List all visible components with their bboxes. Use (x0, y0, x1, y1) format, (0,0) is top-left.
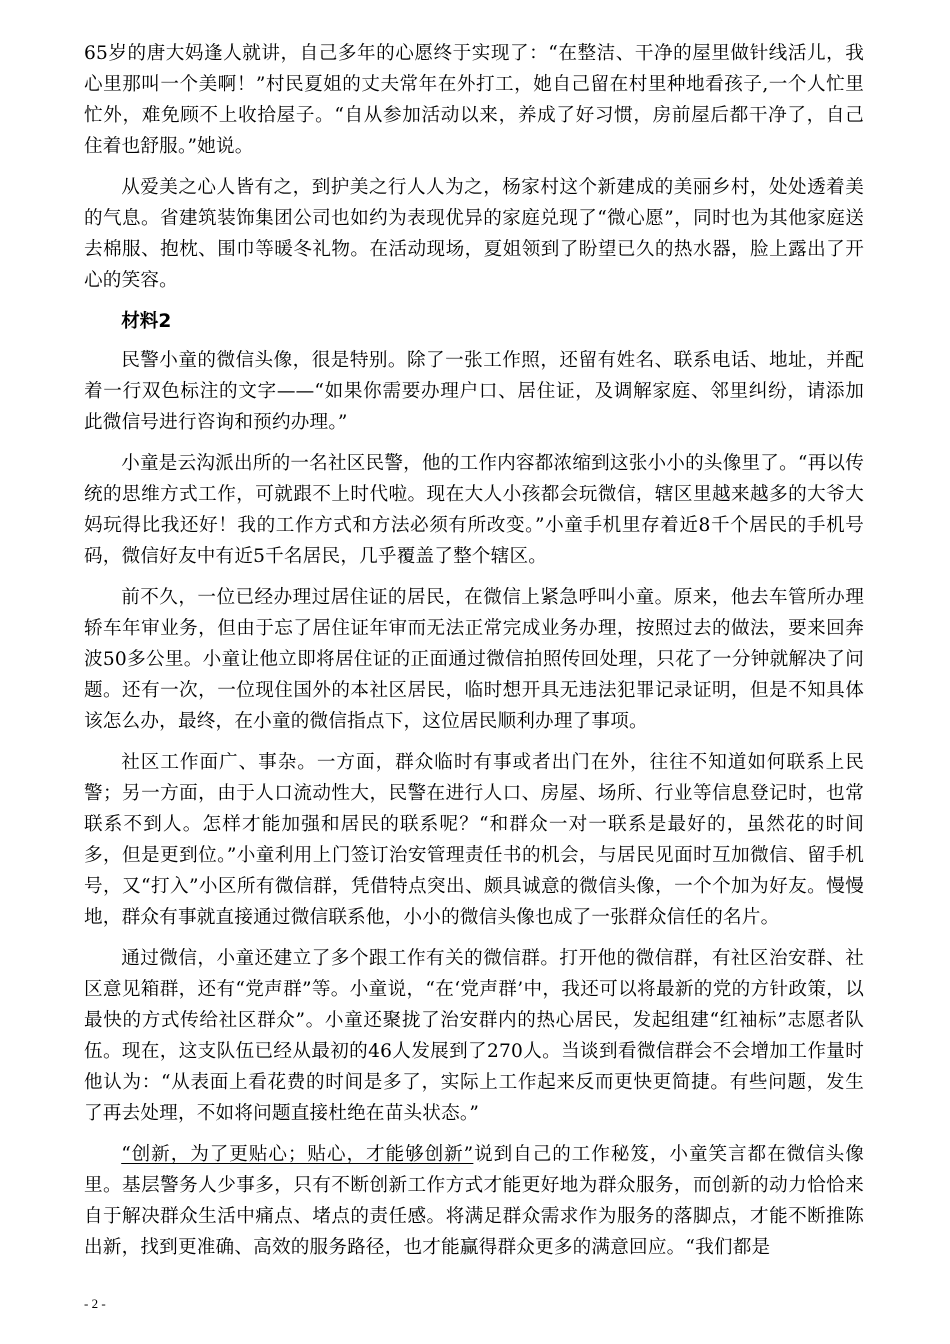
paragraph-wechat-groups: 通过微信，小童还建立了多个跟工作有关的微信群。打开他的微信群，有社区治安群、社区意见箱群，还有“党声群”等。小童说，“在‘党声群’中，我还可以将最新的党的方针政策，以最快的方式传给社区群众”。小童还聚拢了治安群内的热心居民，发起组建“红袖标”志愿者队伍。现在，这支队伍已经从最初的46人发展到了270人。当谈到看微信群会不会增加工作量时他认为：“从表面上看花费的时间是多了，实际上工作起来反而更快更简捷。有些问题，发生了再去处理，不如将问题直接杜绝在苗头状态。” (84, 948, 864, 1124)
paragraph-residence-permit: 前不久，一位已经办理过居住证的居民，在微信上紧急呼叫小童。原来，他去车管所办理轿车年审业务，但由于忘了居住证年审而无法正常完成业务办理，按照过去的做法，要来回奔波50多公里。小童让他立即将居住证的正面通过微信拍照传回处理，只花了一分钟就解决了问题。还有一次，一位现住国外的本社区居民，临时想开具无违法犯罪记录证明，但是不知具体该怎么办，最终，在小童的微信指点下，这位居民顺利办理了事项。 (84, 587, 864, 732)
section-heading-material-2: 材料2 (121, 311, 172, 332)
paragraph-yangjia-village: 从爱美之心人皆有之，到护美之行人人为之，杨家村这个新建成的美丽乡村，处处透着美的气息。省建筑装饰集团公司也如约为表现优异的家庭兑现了“微心愿”，同时也为其他家庭送去棉服、抱枕、围巾等暖冬礼物。在活动现场，夏姐领到了盼望已久的热水器，脸上露出了开心的笑容。 (84, 177, 864, 291)
paragraph-innovation-text: 说到自己的工作秘笈，小童笑言都在微信头像里。基层警务人少事多，只有不断创新工作方式才能更好地为群众服务，而创新的动力恰恰来自于解决群众生活中痛点、堵点的责任感。将满足群众需求作为服务的落脚点，才能不断推陈出新，找到更准确、高效的服务路径，也才能赢得群众更多的满意回应。“我们都是 (84, 1144, 864, 1258)
paragraph-tang-dama: 65岁的唐大妈逢人就讲，自己多年的心愿终于实现了：“在整洁、干净的屋里做针线活儿，我心里那叫一个美啊！”村民夏姐的丈夫常年在外打工，她自己留在村里种地看孩子,一个人忙里忙外，难免顾不上收拾屋子。“自从参加活动以来，养成了好习惯，房前屋后都干净了，自己住着也舒服。”她说。 (84, 43, 864, 157)
paragraph-innovation (84, 1139, 864, 1263)
paragraph-wechat-avatar: 民警小童的微信头像，很是特别。除了一张工作照，还留有姓名、联系电话、地址，并配着一行双色标注的文字——“如果你需要办理户口、居住证，及调解家庭、邻里纠纷，请添加此微信号进行咨询和预约办理。” (84, 350, 864, 433)
paragraph-community-police: 小童是云沟派出所的一名社区民警，他的工作内容都浓缩到这张小小的头像里了。“再以传统的思维方式工作，可就跟不上时代啦。现在大人小孩都会玩微信，辖区里越来越多的大爷大妈玩得比我还好！我的工作方式和方法必须有所改变。”小童手机里存着近8千个居民的手机号码，微信好友中有近5千名居民，几乎覆盖了整个辖区。 (84, 453, 864, 567)
page-number: - 2 - (84, 1296, 106, 1311)
paragraph-community-work: 社区工作面广、事杂。一方面，群众临时有事或者出门在外，往往不知道如何联系上民警；另一方面，由于人口流动性大，民警在进行人口、房屋、场所、行业等信息登记时，也常联系不到人。怎样才能加强和居民的联系呢？“和群众一对一联系是最好的，虽然花的时间多，但是更到位。”小童利用上门签订治安管理责任书的机会，与居民见面时互加微信、留手机号，又“打入”小区所有微信群，凭借特点突出、颇具诚意的微信头像，一个个加为好友。慢慢地，群众有事就直接通过微信联系他，小小的微信头像也成了一张群众信任的名片。 (84, 752, 864, 928)
underlined-quote: “创新，为了更贴心；贴心，才能够创新” (121, 1144, 474, 1165)
document-page (84, 38, 864, 1273)
